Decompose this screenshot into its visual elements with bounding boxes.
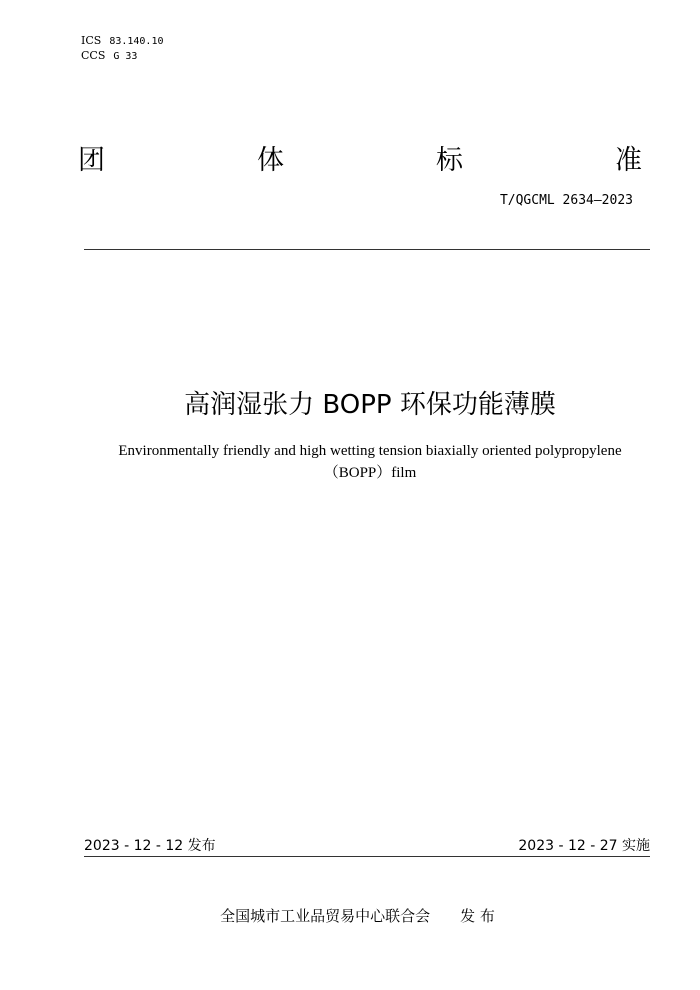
publish-date: 2023 - 12 - 12 发布 bbox=[84, 838, 216, 854]
ics-line bbox=[81, 34, 164, 49]
ics-label: ICS bbox=[81, 34, 102, 47]
footer-divider bbox=[84, 856, 650, 857]
standard-type-char-4: 准 bbox=[615, 145, 642, 176]
issuer-line bbox=[0, 905, 700, 926]
title-english-line-1: Environmentally friendly and high wetting tension biaxially oriented polypropylene bbox=[118, 443, 622, 459]
header-divider bbox=[84, 249, 650, 250]
standard-type-char-1: 团 bbox=[78, 145, 105, 176]
ccs-line bbox=[81, 49, 164, 64]
title-chinese: 高润湿张力 BOPP 环保功能薄膜 bbox=[184, 390, 556, 420]
standard-number: T/QGCML 2634—2023 bbox=[499, 193, 633, 208]
title-english bbox=[60, 440, 680, 484]
issuer-name: 全国城市工业品贸易中心联合会 bbox=[220, 907, 431, 925]
standard-type-char-3: 标 bbox=[436, 145, 463, 176]
title-english-line-2: （BOPP）film bbox=[323, 465, 417, 481]
issue-label: 发 布 bbox=[460, 907, 495, 925]
ics-value: 83.140.10 bbox=[109, 36, 164, 47]
ccs-label: CCS bbox=[81, 49, 106, 62]
implement-date: 2023 - 12 - 27 实施 bbox=[518, 838, 650, 854]
classification-block bbox=[81, 34, 164, 64]
ccs-value: G 33 bbox=[113, 51, 138, 62]
standard-type-char-2: 体 bbox=[257, 145, 284, 176]
